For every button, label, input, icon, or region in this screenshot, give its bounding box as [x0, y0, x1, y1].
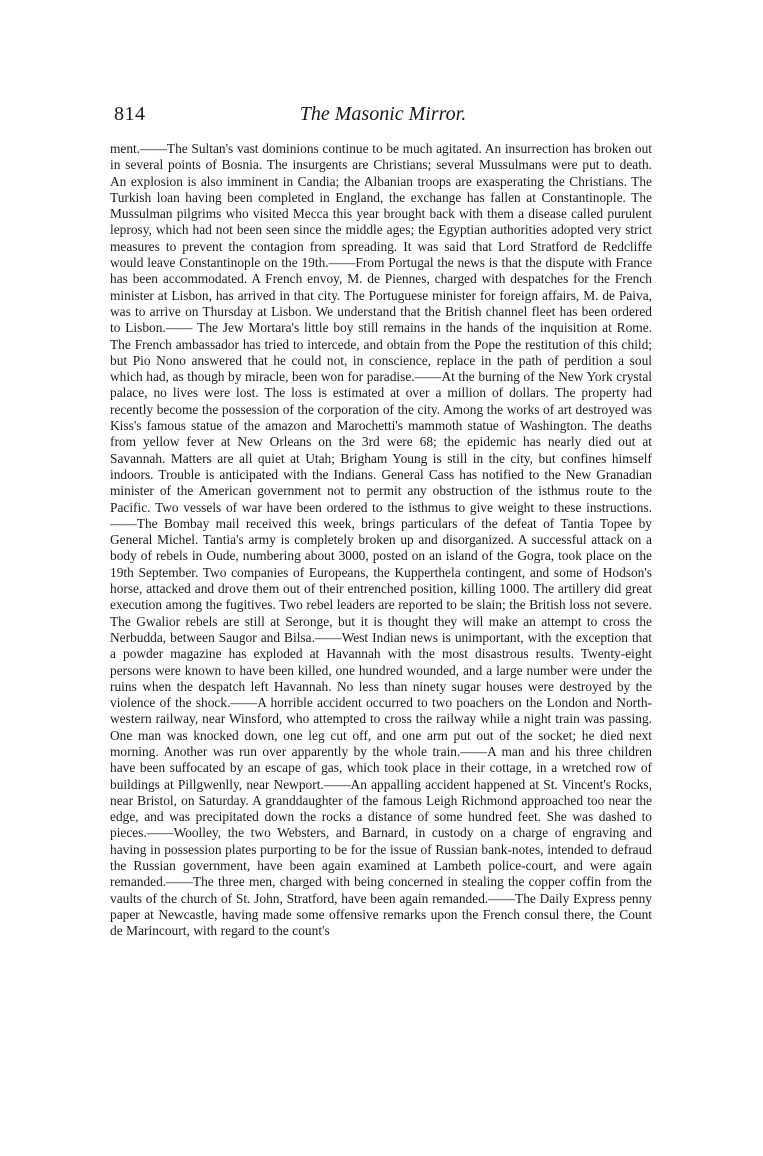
page-header — [114, 103, 652, 129]
body-text: ment.——The Sultan's vast dominions continue to be much agitated. An insurrection has broken out in several points of Bosnia. The insurgents are Christians; several Mussulmans were put to death. An explosion is also imminent in Candia; the Albanian troops are exasperating the Christians. The Turkish loan having been completed in England, the exchange has fallen at Constantinople. The Mussulman pilgrims who visited Mecca this year brought back with them a disease called purulent leprosy, which had not been seen since the middle ages; the Egyptian authorities adopted very strict measures to prevent the contagion from spreading. It was said that Lord Stratford de Redcliffe would leave Constantinople on the 19th.——From Portugal the news is that the dispute with France has been accommodated. A French envoy, M. de Piennes, charged with despatches for the French minister at Lisbon, has arrived in that city. The Portuguese minister for foreign affairs, M. de Paiva, was to arrive on Thursday at Lisbon. We understand that the British channel fleet has been ordered to Lisbon.—— The Jew Mortara's little boy still remains in the hands of the inquisition at Rome. The French ambassador has tried to intercede, and obtain from the Pope the restitution of this child; but Pio Nono answered that he could not, in conscience, replace in the path of perdition a soul which had, as though by miracle, been won for paradise.——At the burning of the New York crystal palace, no lives were lost. The loss is estimated at over a million of dollars. The property had recently become the possession of the corporation of the city. Among the works of art destroyed was Kiss's famous statue of the amazon and Marochetti's mammoth statue of Washington. The deaths from yellow fever at New Orleans on the 3rd were 68; the epidemic has nearly died out at Savannah. Matters are all quiet at Utah; Brigham Young is still in the city, but confines himself indoors. Trouble is anticipated with the Indians. General Cass has notified to the New Granadian minister of the American government not to permit any obstruction of the isthmus route to the Pacific. Two vessels of war have been ordered to the isthmus to give weight to these instructions.——The Bombay mail received this week, brings particulars of the defeat of Tantia Topee by General Michel. Tantia's army is completely broken up and disorganized. A successful attack on a body of rebels in Oude, numbering about 3000, posted on an island of the Gogra, took place on the 19th September. Two companies of Europeans, the Kupperthela contingent, and some of Hodson's horse, attacked and drove them out of their entrenched position, killing 1000. The artillery did great execution among the fugitives. Two rebel leaders are reported to be slain; the British loss not severe. The Gwalior rebels are still at Seronge, but it is thought they will make an attempt to cross the Nerbudda, between Saugor and Bilsa.——West Indian news is unimportant, with the exception that a powder magazine has exploded at Havannah with the most disastrous results. Twenty-eight persons were known to have been killed, one hundred wounded, and a large number were under the ruins when the despatch left Havannah. No less than ninety sugar houses were destroyed by the violence of the shock.——A horrible accident occurred to two poachers on the London and North-western railway, near Winsford, who attempted to cross the railway while a night train was passing. One man was knocked down, one leg cut off, and one arm put out of the socket; he died next morning. Another was run over apparently by the whole train.——A man and his three children have been suffocated by an escape of gas, which took place in their cottage, in a wretched row of buildings at Pillgwenlly, near Newport.——An appalling accident happened at St. Vincent's Rocks, near Bristol, on Saturday. A granddaughter of the famous Leigh Richmond approached too near the edge, and was precipitated down the rocks a distance of some hundred feet. She was dashed to pieces.——Woolley, the two Websters, and Barnard, in custody on a charge of engraving and having in possession plates purporting to be for the issue of Russian bank-notes, intended to defraud the Russian government, have been again examined at Lambeth police-court, and were again remanded.——The three men, charged with being concerned in stealing the copper coffin from the vaults of the church of St. John, Stratford, have been again remanded.——The Daily Express penny paper at Newcastle, having made some offensive remarks upon the French consul there, the Count de Marincourt, with regard to the count's — [110, 141, 652, 939]
running-title: The Masonic Mirror. — [299, 103, 467, 125]
page-number: 814 — [114, 103, 146, 125]
